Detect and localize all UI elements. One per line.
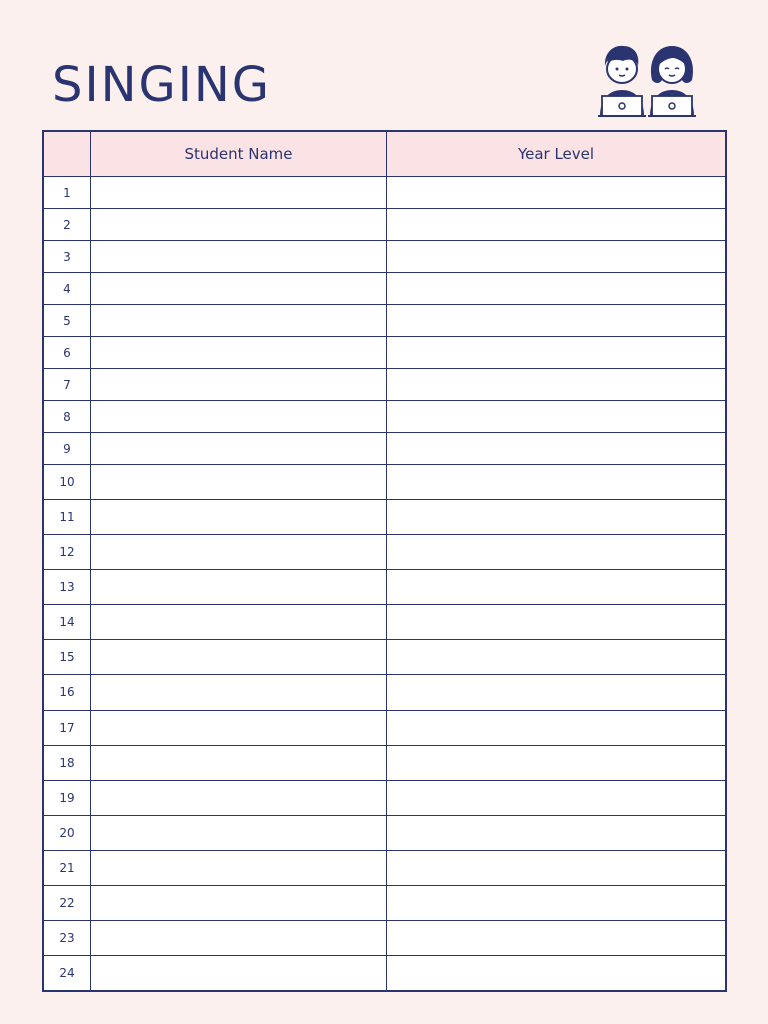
student-name-cell[interactable]	[91, 675, 387, 710]
table-row	[44, 850, 726, 885]
student-name-cell[interactable]	[91, 209, 387, 241]
student-name-cell[interactable]	[91, 369, 387, 401]
row-number: 19	[44, 780, 91, 815]
year-level-cell[interactable]	[387, 209, 726, 241]
row-number: 14	[44, 605, 91, 640]
year-level-cell[interactable]	[387, 401, 726, 433]
year-level-cell[interactable]	[387, 920, 726, 955]
row-number: 12	[44, 535, 91, 570]
row-number: 17	[44, 710, 91, 745]
table-row	[44, 305, 726, 337]
year-level-cell[interactable]	[387, 885, 726, 920]
table-row	[44, 241, 726, 273]
table-row	[44, 337, 726, 369]
year-level-cell[interactable]	[387, 369, 726, 401]
row-number: 5	[44, 305, 91, 337]
table-row	[44, 401, 726, 433]
table-row	[44, 605, 726, 640]
year-level-cell[interactable]	[387, 305, 726, 337]
table-row	[44, 885, 726, 920]
row-number: 21	[44, 850, 91, 885]
year-level-cell[interactable]	[387, 815, 726, 850]
student-name-cell[interactable]	[91, 305, 387, 337]
year-level-cell[interactable]	[387, 780, 726, 815]
year-level-cell[interactable]	[387, 337, 726, 369]
year-level-cell[interactable]	[387, 570, 726, 605]
year-level-cell[interactable]	[387, 675, 726, 710]
student-name-cell[interactable]	[91, 433, 387, 465]
student-name-cell[interactable]	[91, 273, 387, 305]
student-name-cell[interactable]	[91, 177, 387, 209]
table-row	[44, 535, 726, 570]
year-level-cell[interactable]	[387, 433, 726, 465]
row-number: 8	[44, 401, 91, 433]
row-number: 9	[44, 433, 91, 465]
row-number: 4	[44, 273, 91, 305]
row-number: 16	[44, 675, 91, 710]
table-row	[44, 675, 726, 710]
student-name-cell[interactable]	[91, 570, 387, 605]
row-number: 18	[44, 745, 91, 780]
row-number: 2	[44, 209, 91, 241]
student-name-cell[interactable]	[91, 955, 387, 990]
table-row	[44, 570, 726, 605]
table-row	[44, 209, 726, 241]
table-row	[44, 955, 726, 990]
year-level-cell[interactable]	[387, 640, 726, 675]
year-level-cell[interactable]	[387, 500, 726, 535]
table-row	[44, 920, 726, 955]
page-title: SINGING	[52, 57, 271, 113]
student-name-cell[interactable]	[91, 337, 387, 369]
row-number: 6	[44, 337, 91, 369]
student-name-cell[interactable]	[91, 640, 387, 675]
year-level-cell[interactable]	[387, 955, 726, 990]
column-header-number	[44, 132, 91, 177]
two-students-at-laptops-icon	[596, 40, 700, 120]
row-number: 10	[44, 465, 91, 500]
column-header-year-level: Year Level	[387, 132, 726, 177]
table-row	[44, 465, 726, 500]
student-name-cell[interactable]	[91, 920, 387, 955]
row-number: 3	[44, 241, 91, 273]
table-row	[44, 640, 726, 675]
table-row	[44, 433, 726, 465]
year-level-cell[interactable]	[387, 850, 726, 885]
table-header-row	[44, 132, 726, 177]
row-number: 11	[44, 500, 91, 535]
table-row	[44, 780, 726, 815]
year-level-cell[interactable]	[387, 710, 726, 745]
row-number: 22	[44, 885, 91, 920]
student-name-cell[interactable]	[91, 850, 387, 885]
year-level-cell[interactable]	[387, 273, 726, 305]
row-number: 23	[44, 920, 91, 955]
year-level-cell[interactable]	[387, 745, 726, 780]
table-row	[44, 273, 726, 305]
table-row	[44, 710, 726, 745]
year-level-cell[interactable]	[387, 177, 726, 209]
table-row	[44, 500, 726, 535]
year-level-cell[interactable]	[387, 465, 726, 500]
roster-sheet	[42, 130, 727, 992]
row-number: 15	[44, 640, 91, 675]
student-name-cell[interactable]	[91, 465, 387, 500]
row-number: 7	[44, 369, 91, 401]
student-name-cell[interactable]	[91, 815, 387, 850]
year-level-cell[interactable]	[387, 535, 726, 570]
student-name-cell[interactable]	[91, 241, 387, 273]
student-name-cell[interactable]	[91, 780, 387, 815]
table-row	[44, 815, 726, 850]
student-name-cell[interactable]	[91, 535, 387, 570]
student-name-cell[interactable]	[91, 401, 387, 433]
student-name-cell[interactable]	[91, 745, 387, 780]
table-row	[44, 745, 726, 780]
table-row	[44, 369, 726, 401]
column-header-student-name: Student Name	[91, 132, 387, 177]
table-row	[44, 177, 726, 209]
year-level-cell[interactable]	[387, 241, 726, 273]
row-number: 13	[44, 570, 91, 605]
row-number: 24	[44, 955, 91, 990]
student-name-cell[interactable]	[91, 605, 387, 640]
year-level-cell[interactable]	[387, 605, 726, 640]
student-name-cell[interactable]	[91, 885, 387, 920]
student-name-cell[interactable]	[91, 500, 387, 535]
row-number: 1	[44, 177, 91, 209]
student-name-cell[interactable]	[91, 710, 387, 745]
row-number: 20	[44, 815, 91, 850]
roster-table	[43, 131, 726, 991]
